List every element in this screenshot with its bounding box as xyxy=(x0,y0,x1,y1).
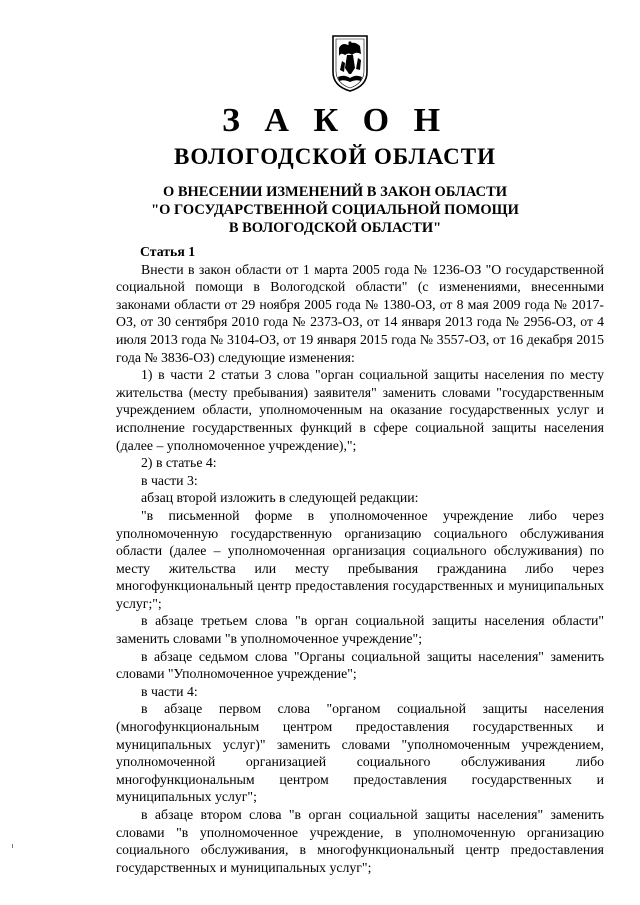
law-subtitle xyxy=(0,183,640,237)
scan-mark xyxy=(12,844,13,848)
subtitle-line: О ВНЕСЕНИИ ИЗМЕНЕНИЙ В ЗАКОН ОБЛАСТИ xyxy=(162,184,508,200)
paragraph: 1) в части 2 статьи 3 слова "орган социальной защиты населения по месту жительства (месту пребывания) заявителя" заменить словами "государственным учреждением области, уполномоченным на оказание государственных услуг и исполнение государственных функций в сфере социальной защиты населения (далее – уполномоченное учреждение),"; xyxy=(116,367,604,453)
paragraph: абзац второй изложить в следующей редакции: xyxy=(141,490,419,506)
paragraph: 2) в статье 4: xyxy=(141,455,217,471)
subtitle-line: В ВОЛОГОДСКОЙ ОБЛАСТИ" xyxy=(228,220,442,236)
subtitle-line: "О ГОСУДАРСТВЕННОЙ СОЦИАЛЬНОЙ ПОМОЩИ xyxy=(151,202,519,218)
paragraph: в части 4: xyxy=(141,683,198,699)
region-title: ВОЛОГОДСКОЙ ОБЛАСТИ xyxy=(174,144,496,169)
paragraph: "в письменной форме в уполномоченное учреждение либо через уполномоченную государственную организацию социального обслуживания области (далее – уполномоченная организация социального обслуживания) по месту жительства или месту пребывания гражданина либо через многофункциональный центр предоставления государственных и муниципальных услуг;"; xyxy=(116,507,604,611)
vologda-coat-of-arms-icon xyxy=(330,34,370,92)
law-title: З А К О Н xyxy=(221,102,449,139)
paragraph: в части 3: xyxy=(141,472,198,488)
article-heading: Статья 1 xyxy=(140,244,196,259)
article-body xyxy=(116,243,604,876)
paragraph: в абзаце первом слова "органом социальной защиты населения (многофункциональным центром предоставления государственных и муниципальных услуг)" заменить словами "уполномоченным учреждением, уполномоченной организацией социального обслуживания либо многофункциональным центром предоставления государственных и муниципальных услуг"; xyxy=(116,701,604,805)
paragraph: в абзаце седьмом слова "Органы социальной защиты населения" заменить словами "Уполномоченное учреждение"; xyxy=(116,648,604,682)
paragraph: Внести в закон области от 1 марта 2005 года № 1236-ОЗ "О государственной социальной помощи в Вологодской области" (с изменениями, внесенными законами области от 29 ноября 2005 года № 1380-ОЗ, от 8 мая 2009 года № 2017-ОЗ, от 30 сентября 2010 года № 2373-ОЗ, от 14 января 2013 года № 2956-ОЗ, от 4 июля 2013 года № 3104-ОЗ, от 19 января 2015 года № 3557-ОЗ, от 16 декабря 2015 года № 3836-ОЗ) следующие изменения: xyxy=(116,261,604,365)
paragraph: в абзаце третьем слова "в орган социальной защиты населения области" заменить словами "в уполномоченное учреждение"; xyxy=(116,613,604,647)
paragraph: в абзаце втором слова "в орган социальной защиты населения" заменить словами "в уполномоченное учреждение, в уполномоченную организацию социального обслуживания, в многофункциональный центр предоставления государственных и муниципальных услуг"; xyxy=(116,807,604,875)
